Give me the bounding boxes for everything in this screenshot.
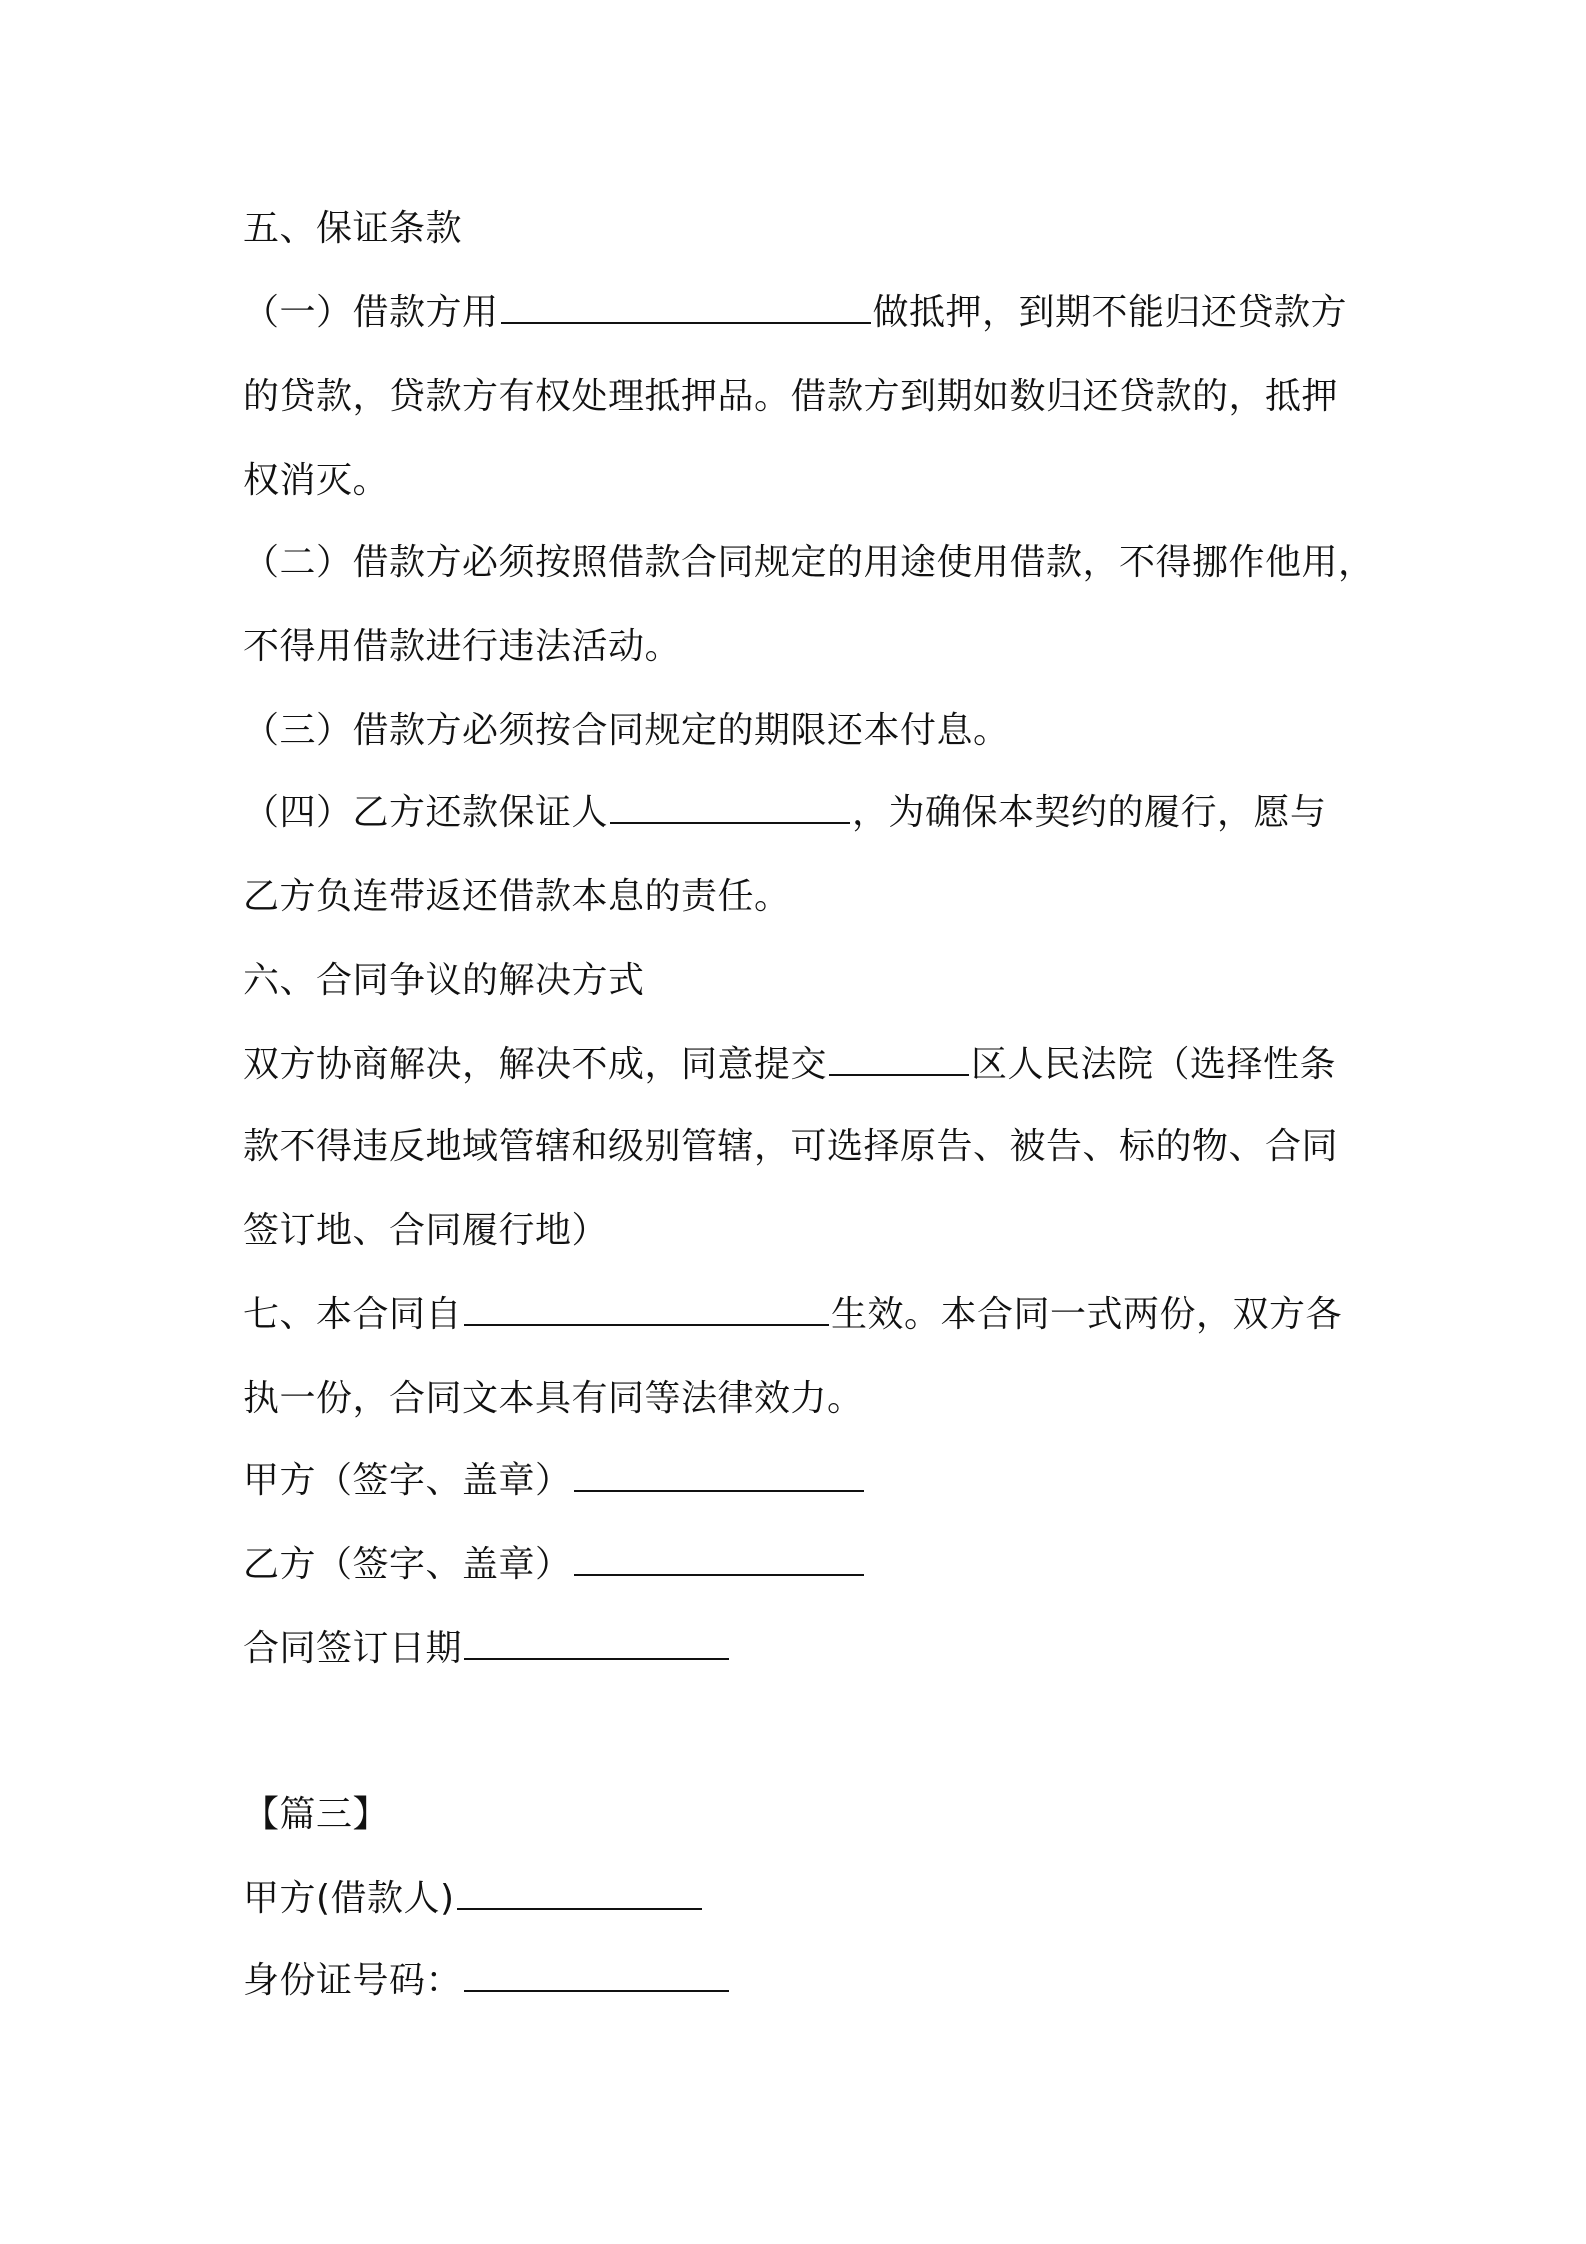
collateral-blank[interactable] bbox=[501, 292, 871, 324]
effective-date-blank[interactable] bbox=[464, 1294, 829, 1326]
section-7-suffix: 生效。本合同一式两份，双方各 bbox=[831, 1294, 1343, 1335]
part-3-party-a-blank[interactable] bbox=[457, 1878, 702, 1910]
party-b-signature bbox=[243, 1542, 1363, 1588]
section-5-item-1-line-3: 权消灭。 bbox=[243, 460, 390, 501]
section-5-item-2-line-1: （二）借款方必须按照借款合同规定的用途使用借款，不得挪作他用， bbox=[243, 542, 1375, 583]
section-7-prefix: 七、本合同自 bbox=[243, 1294, 463, 1335]
section-7-line-1 bbox=[243, 1292, 1363, 1338]
section-5-item-4-line-2: 乙方负连带返还借款本息的责任。 bbox=[243, 876, 791, 917]
part-3-id-number bbox=[243, 1958, 1363, 2004]
item-4-prefix: （四）乙方还款保证人 bbox=[243, 792, 609, 833]
part-3-party-a-label: 甲方(借款人) bbox=[243, 1878, 455, 1919]
id-number-blank[interactable] bbox=[464, 1960, 729, 1992]
section-6-line-2: 款不得违反地域管辖和级别管辖，可选择原告、被告、标的物、合同 bbox=[243, 1126, 1339, 1167]
item-4-suffix: ，为确保本契约的履行，愿与 bbox=[852, 792, 1327, 833]
party-a-signature-blank[interactable] bbox=[574, 1460, 864, 1492]
party-a-signature bbox=[243, 1458, 1363, 1504]
section-5-item-4-line-1 bbox=[243, 790, 1363, 836]
id-number-label: 身份证号码： bbox=[243, 1960, 463, 2001]
part-3-heading: 【篇三】 bbox=[243, 1794, 390, 1835]
section-5-item-3: （三）借款方必须按合同规定的期限还本付息。 bbox=[243, 710, 1010, 751]
party-b-signature-blank[interactable] bbox=[574, 1544, 864, 1576]
section-6-suffix: 区人民法院（选择性条 bbox=[971, 1044, 1337, 1085]
court-district-blank[interactable] bbox=[829, 1044, 969, 1076]
section-7-line-2: 执一份，合同文本具有同等法律效力。 bbox=[243, 1378, 864, 1419]
signing-date bbox=[243, 1626, 1363, 1672]
section-5-item-1-line-1 bbox=[243, 290, 1363, 336]
signing-date-label: 合同签订日期 bbox=[243, 1628, 463, 1669]
section-6-title: 六、合同争议的解决方式 bbox=[243, 960, 645, 1001]
section-5-title: 五、保证条款 bbox=[243, 208, 463, 249]
section-5-item-2-line-2: 不得用借款进行违法活动。 bbox=[243, 626, 682, 667]
section-6-line-3: 签订地、合同履行地） bbox=[243, 1210, 609, 1251]
section-5-item-1-line-2: 的贷款，贷款方有权处理抵押品。借款方到期如数归还贷款的，抵押 bbox=[243, 376, 1339, 417]
section-6-prefix: 双方协商解决，解决不成，同意提交 bbox=[243, 1044, 828, 1085]
guarantor-blank[interactable] bbox=[610, 792, 850, 824]
item-1-suffix: 做抵押，到期不能归还贷款方 bbox=[872, 292, 1348, 333]
part-3-party-a bbox=[243, 1876, 1363, 1922]
item-1-prefix: （一）借款方用 bbox=[243, 292, 499, 333]
signing-date-blank[interactable] bbox=[464, 1628, 729, 1660]
section-6-line-1 bbox=[243, 1042, 1363, 1088]
party-b-label: 乙方（签字、盖章） bbox=[243, 1544, 572, 1585]
party-a-label: 甲方（签字、盖章） bbox=[243, 1460, 572, 1501]
